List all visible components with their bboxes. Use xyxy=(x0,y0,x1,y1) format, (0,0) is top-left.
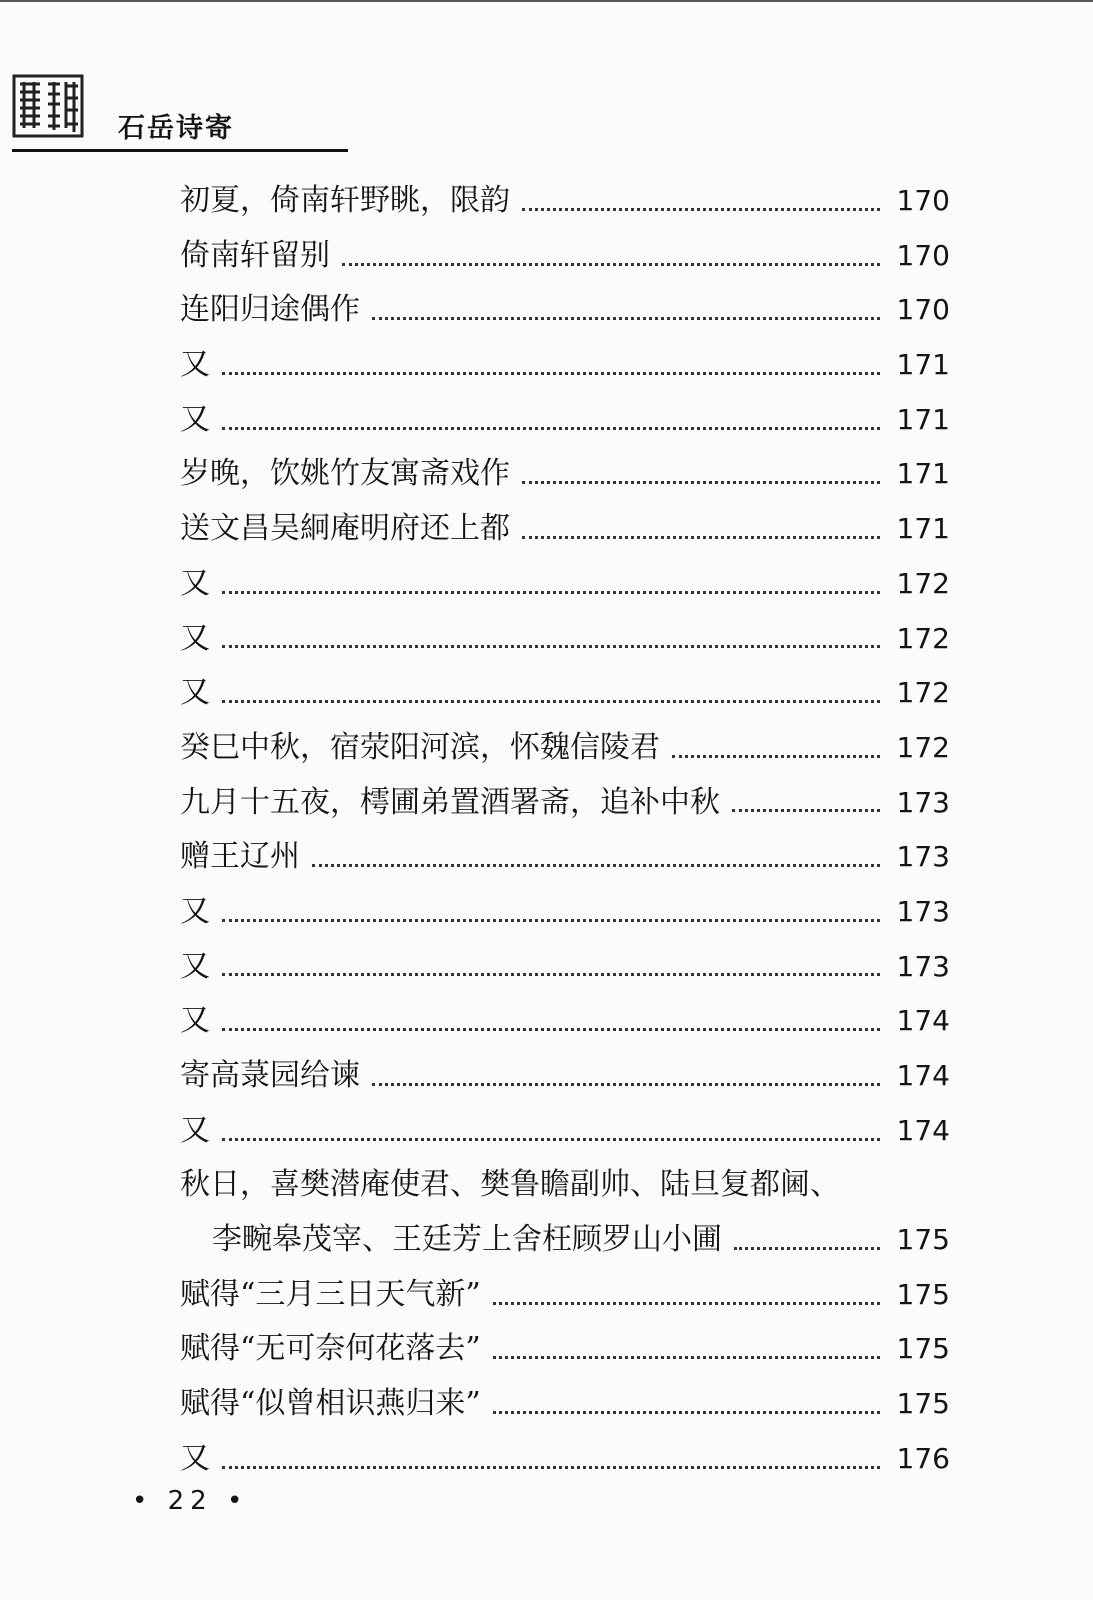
leader-dots xyxy=(222,700,880,703)
leader-dots xyxy=(522,536,880,539)
leader-dots xyxy=(222,645,880,648)
toc-entry[interactable] xyxy=(180,178,950,233)
toc-entry-page: 172 xyxy=(896,621,950,655)
toc-entry-page: 173 xyxy=(896,840,950,874)
toc-entry-title: 连阳归途偶作 xyxy=(180,292,360,328)
toc-entry-page: 171 xyxy=(896,512,950,546)
toc-entry[interactable] xyxy=(180,1108,950,1163)
toc-entry-page: 175 xyxy=(896,1277,950,1311)
toc-entry-title: 又 xyxy=(180,1440,210,1476)
toc-entry-page: 173 xyxy=(896,785,950,819)
leader-dots xyxy=(312,864,880,867)
toc-entry-page: 175 xyxy=(896,1387,950,1421)
table-of-contents xyxy=(180,178,950,1491)
leader-dots xyxy=(372,1083,880,1086)
toc-entry-continuation[interactable] xyxy=(180,1217,950,1272)
toc-entry-page: 170 xyxy=(896,184,950,217)
leader-dots xyxy=(222,1028,880,1031)
leader-dots xyxy=(522,481,880,484)
toc-entry-page: 174 xyxy=(896,1113,950,1147)
toc-entry-title: 又 xyxy=(180,948,210,984)
toc-entry-page: 176 xyxy=(896,1441,950,1475)
toc-entry[interactable] xyxy=(180,1381,950,1436)
toc-entry[interactable] xyxy=(180,1326,950,1381)
book-title: 石岳诗寄 xyxy=(118,113,234,144)
toc-entry[interactable] xyxy=(180,506,950,561)
toc-entry[interactable] xyxy=(180,1436,950,1491)
toc-entry-page: 174 xyxy=(896,1059,950,1092)
toc-entry-title: 秋日，喜樊潜庵使君、樊鲁瞻副帅、陆旦复都阃、 xyxy=(180,1167,840,1203)
toc-entry[interactable] xyxy=(180,670,950,725)
leader-dots xyxy=(522,208,880,211)
page-number: • 22 • xyxy=(132,1486,249,1516)
toc-entry-title: 赠王辽州 xyxy=(180,839,300,875)
seal-stamp-icon xyxy=(12,72,84,140)
leader-dots xyxy=(222,372,880,375)
toc-entry-title: 寄高菉园给谏 xyxy=(180,1058,360,1093)
leader-dots xyxy=(222,591,880,594)
toc-entry-page: 171 xyxy=(896,457,950,491)
header-rule xyxy=(12,149,348,152)
toc-entry-title: 九月十五夜，樗圃弟置酒署斋，追补中秋 xyxy=(180,784,720,820)
toc-entry-title: 赋得“三月三日天气新” xyxy=(180,1276,481,1312)
leader-dots xyxy=(222,919,880,922)
toc-entry-title: 又 xyxy=(180,401,210,437)
leader-dots xyxy=(222,1138,880,1141)
toc-entry-title: 又 xyxy=(180,347,210,383)
toc-entry[interactable] xyxy=(180,561,950,616)
toc-entry[interactable] xyxy=(180,834,950,889)
toc-entry[interactable] xyxy=(180,1053,950,1108)
toc-entry[interactable] xyxy=(180,1272,950,1327)
toc-entry-title: 初夏，倚南轩野眺，限韵 xyxy=(180,183,510,218)
leader-dots xyxy=(342,263,880,266)
top-edge-rule xyxy=(0,0,1093,6)
toc-entry-page: 172 xyxy=(896,566,950,600)
toc-entry[interactable] xyxy=(180,342,950,397)
toc-entry[interactable] xyxy=(180,616,950,671)
toc-entry-title: 赋得“似曾相识燕归来” xyxy=(180,1386,481,1422)
toc-entry-title: 又 xyxy=(180,675,210,711)
toc-entry[interactable] xyxy=(180,889,950,944)
toc-entry-page: 173 xyxy=(896,894,950,928)
toc-entry-page: 171 xyxy=(896,348,950,382)
toc-entry-title: 又 xyxy=(180,620,210,656)
leader-dots xyxy=(222,427,880,430)
toc-entry-title: 又 xyxy=(180,565,210,601)
leader-dots xyxy=(493,1302,880,1305)
toc-entry[interactable] xyxy=(180,944,950,999)
leader-dots xyxy=(222,973,880,976)
leader-dots xyxy=(493,1411,880,1414)
leader-dots xyxy=(732,809,880,812)
leader-dots xyxy=(222,1466,880,1469)
toc-entry-title: 又 xyxy=(180,893,210,929)
toc-entry-title: 癸巳中秋，宿荥阳河滨，怀魏信陵君 xyxy=(180,729,660,765)
toc-entry[interactable] xyxy=(180,780,950,835)
toc-entry-page: 175 xyxy=(896,1332,950,1366)
toc-entry-page: 172 xyxy=(896,676,950,710)
toc-entry[interactable] xyxy=(180,397,950,452)
toc-entry[interactable] xyxy=(180,725,950,780)
toc-entry-page: 170 xyxy=(896,238,950,272)
toc-entry[interactable] xyxy=(180,233,950,288)
toc-entry-title: 赋得“无可奈何花落去” xyxy=(180,1331,481,1367)
toc-entry-title: 送文昌吴絅庵明府还上都 xyxy=(180,511,510,547)
toc-entry[interactable] xyxy=(180,1162,950,1217)
toc-entry-page: 174 xyxy=(896,1004,950,1038)
toc-entry-title: 又 xyxy=(180,1003,210,1039)
toc-entry-page: 170 xyxy=(896,293,950,327)
leader-dots xyxy=(372,317,880,320)
leader-dots xyxy=(672,755,880,758)
toc-entry-title: 李畹皋茂宰、王廷芳上舍枉顾罗山小圃 xyxy=(212,1222,722,1258)
toc-entry-title: 又 xyxy=(180,1112,210,1148)
toc-entry[interactable] xyxy=(180,451,950,506)
leader-dots xyxy=(493,1356,880,1359)
toc-entry-page: 173 xyxy=(896,949,950,983)
toc-entry-page: 171 xyxy=(896,402,950,436)
leader-dots xyxy=(734,1247,880,1250)
toc-entry-page: 172 xyxy=(896,730,950,764)
toc-entry-title: 岁晚，饮姚竹友寓斋戏作 xyxy=(180,456,510,492)
toc-entry-page: 175 xyxy=(896,1223,950,1257)
toc-entry[interactable] xyxy=(180,287,950,342)
toc-entry[interactable] xyxy=(180,998,950,1053)
toc-entry-title: 倚南轩留别 xyxy=(180,237,330,273)
